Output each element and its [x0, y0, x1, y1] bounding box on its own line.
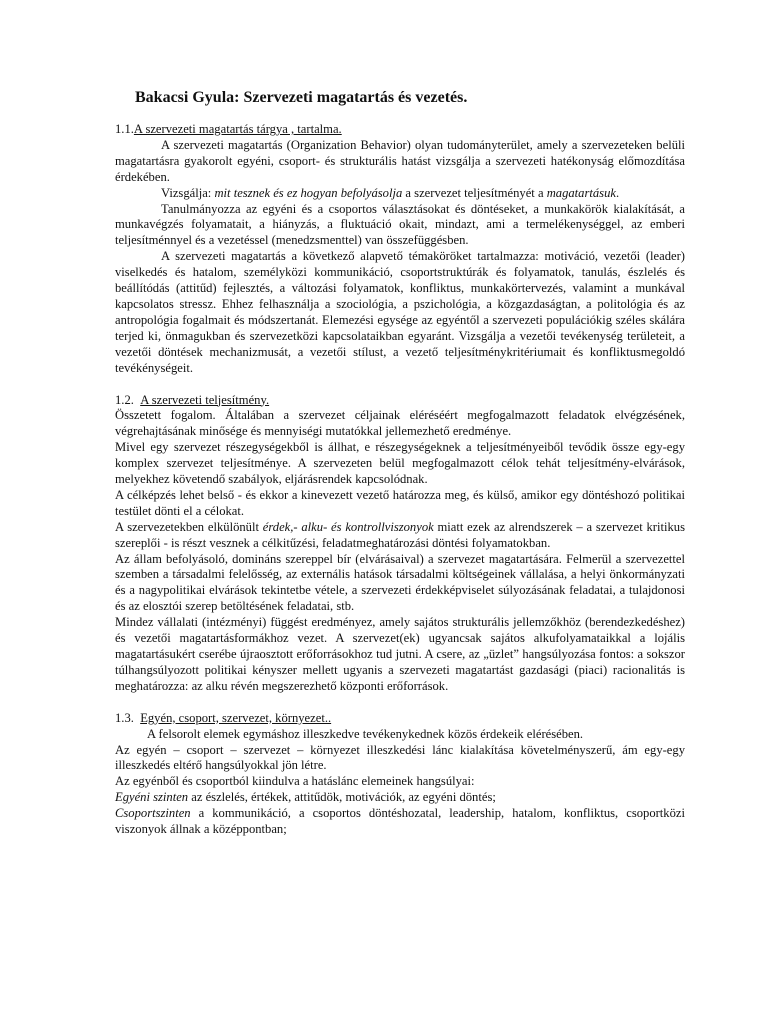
paragraph — [115, 520, 685, 552]
section-title: A szervezeti teljesítmény. — [140, 392, 270, 407]
text-run: A szervezetekben elkülönült — [115, 519, 263, 534]
text-run: Vizsgálja: — [161, 185, 215, 200]
text-run: a szervezet teljesítményét a — [402, 185, 547, 200]
paragraph: Az állam befolyásoló, domináns szereppel bír (elvárásaival) a szervezet magatartására. Felmerül a szervezettel szemben a társadalmi felelősség, az externális hatások társadalmi költségeinek vállalása, a helyi önkormányzati és a nagypolitikai elvárások tekintetbe vétele, a szervezeti érdekképviselet súlyozásának feladatai, a tulajdonosi és az elosztói szerep betöltésének feladatai, stb. — [115, 551, 685, 614]
text-run: . — [615, 185, 620, 200]
paragraph: Mivel egy szervezet részegységekből is állhat, e részegységeknek a teljesítményeiből tevődik össze egy-egy komplex szervezet teljesítménye. A szervezeten belül megfogalmazott célok tehát teljesítmény-elvárások, melyekhez követendő szabályok, eljárásrendek kapcsolódnak. — [115, 440, 685, 487]
spacer — [115, 377, 685, 393]
section-number: 1.2. — [115, 392, 134, 407]
paragraph: Összetett fogalom. Általában a szervezet céljainak eléréséért megfogalmazott feladatok elvégzésének, végrehajtásának minősége és mennyiségi mutatókkal jellemezhető eredménye. — [115, 408, 685, 439]
section-title: A szervezeti magatartás tárgya , tartalma. — [133, 122, 342, 136]
section-title: Egyén, csoport, szervezet, környezet.. — [140, 710, 332, 725]
section-1-2 — [115, 393, 685, 695]
paragraph: Tanulmányozza az egyéni és a csoportos választásokat és döntéseket, a munkakörök kialakítását, a munkavégzés folyamatait, a hiányzás, a fluktuáció okait, mindazt, ami a termelékenységgel, az emberi teljesítménnyel és a vezetéssel (menedzsmenttel) van összefüggésben. — [115, 201, 685, 248]
document-title: Bakacsi Gyula: Szervezeti magatartás és vezetés. — [135, 89, 468, 106]
paragraph: A szervezeti magatartás a következő alapvető témaköröket tartalmazza: motiváció, vezetői (leader) viselkedés és hatalom, személyközi kommunikáció, csoportstruktúrák és folyamatok, tanulás, észlelés és beállítódás (attitűd) fejlesztés, a változási folyamatok, konfliktus, munkakörtervezés, valamint a munkával kapcsolatos stressz. Ehhez felhasználja a szociológia, a pszichológia, a közgazdaságtan, a politológia és az antropológia fogalmait és módszertanát. Elemezési egysége az egyéntől a szervezeti populációkig széles skálára terjed ki, önmagukban és szervezetközi kapcsolataikban egyaránt. Vizsgálja a vezetői tevékenység területeit, a vezetői döntések mechanizmusát, a vezetői stílust, a vezető teljesítménykritériumait és konfliktusmegoldó tevékénységeit. — [115, 249, 685, 375]
italic-run: mit tesznek és ez hogyan befolyásolja — [214, 185, 403, 200]
paragraph — [115, 790, 685, 806]
paragraph: Mindez vállalati (intézményi) függést eredményez, amely sajátos strukturális jellemzőkhöz (berendezkedéshez) és vezetői magatartásformákhoz vezet. A szervezet(ek) ugyancsak sajátos alkufolyamataikkal a lojális magatartásukért cserébe újraosztott erőforrásokhoz tud jutni. A csere, az „üzlet” hangsúlyozása fontos: a sokszor túlhangsúlyozott politikai kényszer mellett ugyanis a szervezeti magatartást gazdasági (piaci) racionalitás is meghatározza: az alku révén megszerezhető központi erőforrások. — [115, 615, 685, 693]
italic-run: Egyéni szinten — [115, 790, 189, 805]
paragraph: Az egyénből és csoportból kiindulva a hatáslánc elemeinek hangsúlyai: — [115, 774, 475, 789]
paragraph: A szervezeti magatartás (Organization Behavior) olyan tudományterület, amely a szervezeteken belüli magatartásra gyakorolt egyéni, csoport- és strukturális hatást vizsgálja a szervezeti hatékonyság előmozdítása érdekében. — [115, 137, 685, 184]
text-run: a kommunikáció, a csoportos döntéshozatal, leadership, hatalom, konfliktus, csoportközi viszonyok állnak a középpontban; — [115, 806, 685, 837]
text-run: az észlelés, értékek, attitűdök, motivációk, az egyéni döntés; — [188, 790, 496, 805]
section-heading — [115, 393, 685, 409]
section-heading — [115, 711, 685, 727]
text-run: miatt ezek az alrendszerek – a szervezet kritikus szereplői - is részt vesznek a célkitűzési, feladatmeghatározási döntési folyamatokban. — [115, 519, 685, 550]
paragraph: Az egyén – csoport – szervezet – környezet illeszkedési lánc kialakítása követelményszerű, ám egy-egy illeszkedés eltérő hangsúlyokkal jön létre. — [115, 742, 685, 773]
paragraph — [115, 806, 685, 838]
italic-run: magatartásuk — [546, 185, 616, 200]
paragraph: A célképzés lehet belső - és ekkor a kinevezett vezető határozza meg, és külső, amikor egy döntéshozó politikai testület dönti el a célokat. — [115, 487, 685, 518]
section-1-1 — [115, 122, 685, 377]
document-body — [115, 88, 685, 838]
italic-run: Csoportszinten — [115, 806, 191, 821]
paragraph: A felsorolt elemek egymáshoz illeszkedve tevékenykednek közös érdekeik elérésében. — [147, 726, 584, 741]
section-heading — [115, 122, 685, 138]
section-number: 1.3. — [115, 710, 134, 725]
spacer — [115, 695, 685, 711]
section-number: 1.1. — [115, 122, 134, 136]
italic-run: érdek,- alku- és kontrollviszonyok — [262, 519, 434, 534]
paragraph — [115, 186, 685, 202]
section-1-3 — [115, 711, 685, 838]
